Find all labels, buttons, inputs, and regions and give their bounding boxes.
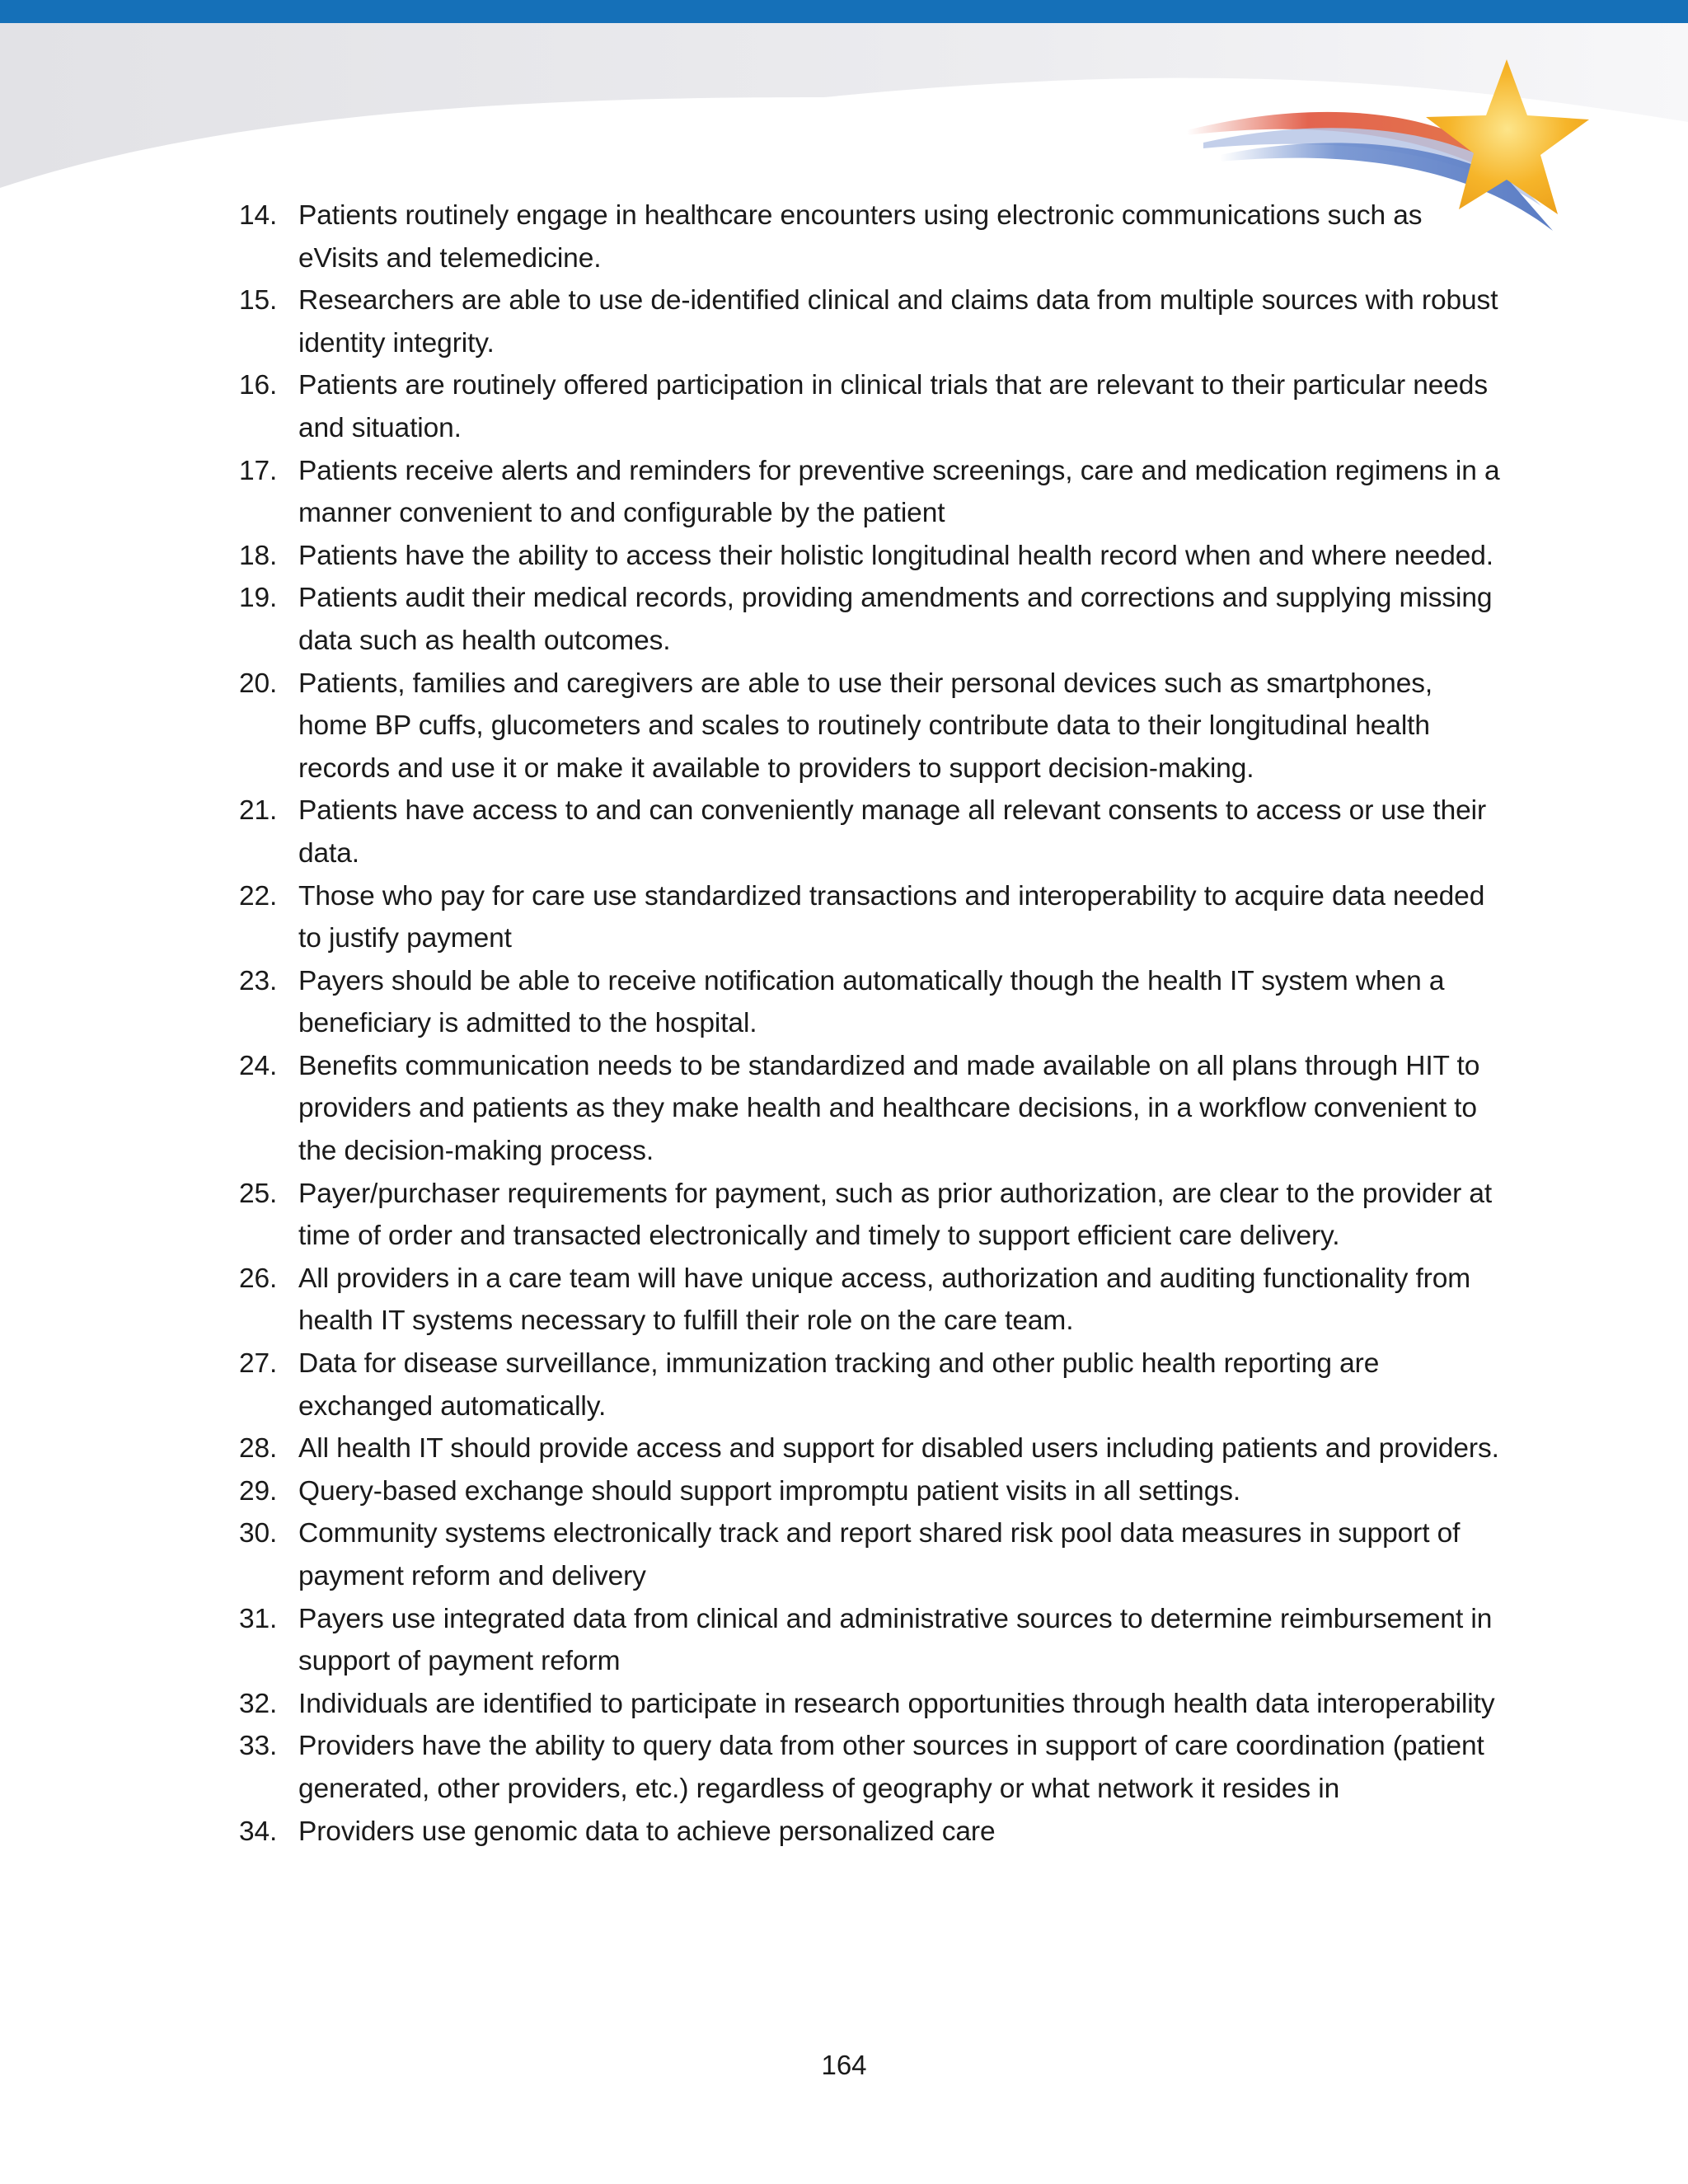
item-number: 16. — [239, 370, 278, 401]
list-item — [239, 790, 1508, 874]
item-text: Query-based exchange should support impromptu patient visits in all settings. — [298, 1475, 1241, 1507]
item-text: Patients have the ability to access their holistic longitudinal health record when and where needed. — [298, 540, 1494, 571]
list-item — [239, 1683, 1508, 1726]
item-number: 23. — [239, 965, 278, 996]
item-text: All providers in a care team will have unique access, authorization and auditing functionality from health IT systems necessary to fulfill their role on the care team. — [298, 1263, 1471, 1337]
item-text: Patients receive alerts and reminders for preventive screenings, care and medication regimens in a manner convenient to and configurable by the patient — [298, 455, 1500, 529]
item-number: 25. — [239, 1178, 278, 1209]
list-item — [239, 1811, 1508, 1854]
list-item — [239, 1725, 1508, 1810]
list-item — [239, 663, 1508, 790]
item-text: Researchers are able to use de-identified clinical and claims data from multiple sources with robust identity integrity. — [298, 285, 1498, 359]
item-text: Individuals are identified to participate in research opportunities through health data interoperability — [298, 1688, 1495, 1719]
item-number: 34. — [239, 1816, 278, 1847]
list-item — [239, 1045, 1508, 1173]
item-text: Those who pay for care use standardized transactions and interoperability to acquire data needed to justify payment — [298, 880, 1485, 954]
list-item — [239, 364, 1508, 449]
item-text: Patients, families and caregivers are able to use their personal devices such as smartphones, home BP cuffs, glucometers and scales to routinely contribute data to their longitudinal health records and use it or make it available to providers to support decision-making. — [298, 668, 1433, 784]
item-number: 33. — [239, 1731, 278, 1762]
item-text: Payers use integrated data from clinical and administrative sources to determine reimbursement in support of payment reform — [298, 1603, 1493, 1677]
item-text: Patients audit their medical records, providing amendments and corrections and supplying missing data such as health outcomes. — [298, 583, 1493, 656]
document-body — [239, 194, 1508, 1853]
item-number: 18. — [239, 540, 278, 571]
list-item — [239, 450, 1508, 535]
list-item — [239, 1258, 1508, 1343]
item-number: 31. — [239, 1603, 278, 1634]
item-number: 30. — [239, 1518, 278, 1549]
item-number: 26. — [239, 1263, 278, 1294]
item-text: Data for disease surveillance, immunization tracking and other public health reporting are exchanged automatically. — [298, 1348, 1380, 1422]
item-text: Providers have the ability to query data from other sources in support of care coordination (patient generated, other providers, etc.) regardless of geography or what network it resides in — [298, 1731, 1484, 1804]
header-top-bar — [0, 0, 1688, 23]
list-item — [239, 1343, 1508, 1427]
item-text: Benefits communication needs to be standardized and made available on all plans through HIT to providers and patients as they make health and healthcare decisions, in a workflow convenient to the decision-making process. — [298, 1050, 1480, 1167]
item-number: 14. — [239, 200, 278, 231]
item-text: Patients have access to and can conveniently manage all relevant consents to access or use their data. — [298, 795, 1487, 869]
item-text: Providers use genomic data to achieve personalized care — [298, 1816, 996, 1847]
item-number: 21. — [239, 795, 278, 827]
item-number: 29. — [239, 1475, 278, 1507]
item-number: 20. — [239, 668, 278, 699]
list-item — [239, 1512, 1508, 1597]
list-item — [239, 535, 1508, 578]
item-text: Payers should be able to receive notification automatically though the health IT system when a beneficiary is admitted to the hospital. — [298, 965, 1445, 1039]
item-number: 17. — [239, 455, 278, 486]
page-number: 164 — [821, 2050, 867, 2080]
list-item — [239, 960, 1508, 1045]
item-number: 22. — [239, 880, 278, 912]
list-item — [239, 875, 1508, 960]
item-text: Community systems electronically track and report shared risk pool data measures in support of payment reform and delivery — [298, 1518, 1461, 1591]
list-item — [239, 577, 1508, 662]
list-item — [239, 1598, 1508, 1683]
item-number: 24. — [239, 1050, 278, 1081]
list-item — [239, 279, 1508, 364]
item-number: 15. — [239, 285, 278, 316]
item-number: 27. — [239, 1348, 278, 1380]
item-text: All health IT should provide access and support for disabled users including patients and providers. — [298, 1433, 1499, 1465]
item-text: Patients are routinely offered participation in clinical trials that are relevant to their particular needs and situation. — [298, 370, 1488, 443]
list-item — [239, 1427, 1508, 1470]
list-item — [239, 194, 1508, 279]
item-number: 32. — [239, 1688, 278, 1719]
item-number: 28. — [239, 1433, 278, 1465]
item-text: Patients routinely engage in healthcare encounters using electronic communications such as eVisits and telemedicine. — [298, 200, 1423, 274]
item-text: Payer/purchaser requirements for payment, such as prior authorization, are clear to the provider at time of order and transacted electronically and timely to support efficient care delivery. — [298, 1178, 1493, 1252]
list-item — [239, 1173, 1508, 1258]
numbered-list — [239, 194, 1508, 1853]
list-item — [239, 1470, 1508, 1513]
item-number: 19. — [239, 583, 278, 614]
